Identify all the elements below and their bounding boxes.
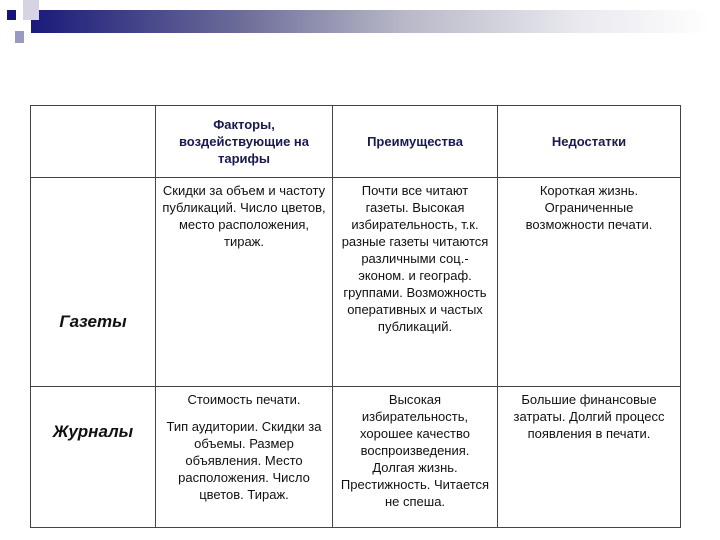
decor-square [7, 10, 16, 20]
decor-square [15, 31, 24, 43]
row-label: Газеты [31, 178, 156, 387]
header-empty [31, 106, 156, 178]
header-disadvantages: Недостатки [498, 106, 681, 178]
cell-disadvantages: Короткая жизнь. Ограниченные возможности печати. [498, 178, 681, 387]
table-header-row [31, 106, 681, 178]
row-label: Журналы [31, 387, 156, 528]
cell-factors: Скидки за объем и частоту публикаций. Число цветов, место расположения, тираж. [156, 178, 333, 387]
media-comparison-table [30, 105, 681, 528]
title-gradient-bar [31, 10, 711, 33]
header-factors: Факторы, воздействующие на тарифы [156, 106, 333, 178]
table-row [31, 387, 681, 528]
factors-line-1: Стоимость печати. [187, 392, 301, 407]
cell-factors [156, 387, 333, 528]
header-advantages: Преимущества [333, 106, 498, 178]
factors-line-2: Тип аудитории. Скидки за объемы. Размер объявления. Место расположения. Число цветов. Тираж. [166, 419, 322, 502]
cell-advantages: Почти все читают газеты. Высокая избирательность, т.к. разные газеты читаются различными соц.-эконом. и географ. группами. Возможность оперативных и частых публикаций. [333, 178, 498, 387]
cell-disadvantages: Большие финансовые затраты. Долгий процесс появления в печати. [498, 387, 681, 528]
table-row [31, 178, 681, 387]
cell-advantages: Высокая избирательность, хорошее качество воспроизведения. Долгая жизнь. Престижность. Читается не спеша. [333, 387, 498, 528]
decor-square [23, 0, 39, 20]
